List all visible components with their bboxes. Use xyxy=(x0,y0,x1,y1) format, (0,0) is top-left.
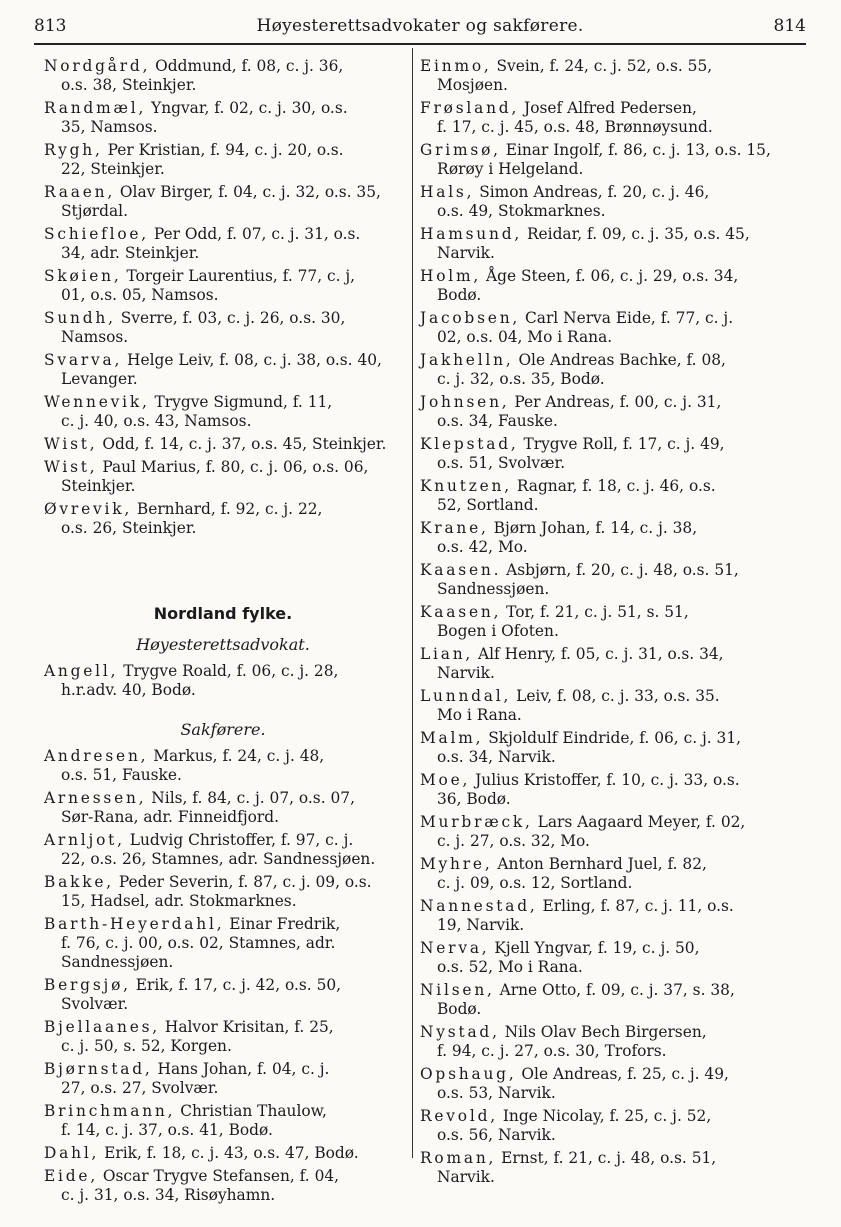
lawyer-entry xyxy=(420,141,778,179)
entry-continuation: 27, o.s. 27, Svolvær. xyxy=(61,1079,219,1097)
lawyer-entry xyxy=(44,915,402,972)
lawyer-entry xyxy=(44,183,402,221)
entry-details: Bernhard, f. 92, c. j. 22, xyxy=(132,500,323,518)
surname: Holm, xyxy=(420,267,482,285)
entry-details: Trygve Roald, f. 06, c. j. 28, xyxy=(118,662,339,680)
entry-continuation: Narvik. xyxy=(437,1168,495,1186)
surname: Bjørnstad, xyxy=(44,1060,153,1078)
surname: Wennevik, xyxy=(44,393,150,411)
lawyer-entry xyxy=(420,897,778,935)
lawyer-entry xyxy=(44,831,402,869)
lawyer-entry xyxy=(44,1018,402,1056)
entry-continuation: f. 76, c. j. 00, o.s. 02, Stamnes, adr. Sandnessjøen. xyxy=(61,934,336,971)
surname: Klepstad, xyxy=(420,435,519,453)
header-rule xyxy=(34,43,806,45)
entry-continuation: Svolvær. xyxy=(61,995,129,1013)
entry-continuation: 01, o.s. 05, Namsos. xyxy=(61,286,219,304)
surname: Roman, xyxy=(420,1149,497,1167)
surname: Skøien, xyxy=(44,267,122,285)
surname: Nerva, xyxy=(420,939,490,957)
lawyer-entry xyxy=(420,981,778,1019)
entry-details: Helge Leiv, f. 08, c. j. 38, o.s. 40, xyxy=(122,351,382,369)
entry-details: Sverre, f. 03, c. j. 26, o.s. 30, xyxy=(115,309,346,327)
entry-details: Kjell Yngvar, f. 19, c. j. 50, xyxy=(489,939,700,957)
entry-details: Ole Andreas Bachke, f. 08, xyxy=(513,351,726,369)
surname: Eide, xyxy=(44,1167,99,1185)
lawyer-entry xyxy=(420,57,778,95)
entry-continuation: Stjørdal. xyxy=(61,202,128,220)
entry-details: Oddmund, f. 08, c. j. 36, xyxy=(150,57,344,75)
surname: Angell, xyxy=(44,662,119,680)
lawyer-entry xyxy=(420,183,778,221)
entry-details: Simon Andreas, f. 20, c. j. 46, xyxy=(474,183,710,201)
surname: Revold, xyxy=(420,1107,498,1125)
lawyer-entry xyxy=(44,435,402,454)
entry-details: Per Kristian, f. 94, c. j. 20, o.s. xyxy=(102,141,344,159)
entry-continuation: Bogen i Ofoten. xyxy=(437,622,559,640)
entry-continuation: 22, o.s. 26, Stamnes, adr. Sandnessjøen. xyxy=(61,850,376,868)
right-column xyxy=(420,57,778,1191)
entry-details: Christian Thaulow, xyxy=(175,1102,327,1120)
entry-details: Per Odd, f. 07, c. j. 31, o.s. xyxy=(149,225,361,243)
lawyer-entry xyxy=(44,1167,402,1205)
entry-continuation: o.s. 51, Svolvær. xyxy=(437,454,566,472)
lawyer-entry xyxy=(420,225,778,263)
surname: Barth-Heyerdahl, xyxy=(44,915,225,933)
entry-continuation: o.s. 56, Narvik. xyxy=(437,1126,556,1144)
entry-details: Carl Nerva Eide, f. 77, c. j. xyxy=(520,309,734,327)
lawyer-entry xyxy=(44,309,402,347)
entry-continuation: o.s. 34, Narvik. xyxy=(437,748,556,766)
lawyer-entry xyxy=(44,873,402,911)
surname: Knutzen, xyxy=(420,477,512,495)
surname: Jacobsen, xyxy=(420,309,521,327)
entry-details: Oscar Trygve Stefansen, f. 04, xyxy=(98,1167,340,1185)
surname: Raaen, xyxy=(44,183,116,201)
lawyer-entry xyxy=(420,729,778,767)
lawyer-entry xyxy=(44,1144,402,1163)
lawyer-entry xyxy=(44,976,402,1014)
page-header xyxy=(34,16,806,38)
surname: Myhre, xyxy=(420,855,493,873)
entry-details: Inge Nicolay, f. 25, c. j. 52, xyxy=(497,1107,712,1125)
entry-continuation: Namsos. xyxy=(61,328,129,346)
trondelag-entries xyxy=(44,57,402,538)
entry-continuation: f. 94, c. j. 27, o.s. 30, Trofors. xyxy=(437,1042,667,1060)
entry-continuation: Rørøy i Helgeland. xyxy=(437,160,584,178)
surname: Hamsund, xyxy=(420,225,523,243)
surname: Frøsland, xyxy=(420,99,520,117)
solicitor-heading: Sakførere. xyxy=(180,720,266,739)
surname: Wist, xyxy=(44,435,98,453)
lawyer-entry xyxy=(420,687,778,725)
entry-details: Nils, f. 84, c. j. 07, o.s. 07, xyxy=(146,789,355,807)
entry-details: Erling, f. 87, c. j. 11, o.s. xyxy=(537,897,734,915)
surname: Nannestad, xyxy=(420,897,538,915)
running-title: Høyesterettsadvokater og sakførere. xyxy=(256,16,584,36)
advocate-heading: Høyesterettsadvokat. xyxy=(136,635,310,654)
entry-continuation: Sandnessjøen. xyxy=(437,580,550,598)
entry-details: Asbjørn, f. 20, c. j. 48, o.s. 51, xyxy=(501,561,739,579)
lawyer-entry xyxy=(44,57,402,95)
surname: Bergsjø, xyxy=(44,976,131,994)
entry-continuation: 15, Hadsel, adr. Stokmarknes. xyxy=(61,892,297,910)
surname: Schiefloe, xyxy=(44,225,149,243)
entry-continuation: 52, Sortland. xyxy=(437,496,539,514)
entry-details: Einar Fredrik, xyxy=(224,915,341,933)
entry-details: Hans Johan, f. 04, c. j. xyxy=(152,1060,330,1078)
entry-continuation: 36, Bodø. xyxy=(437,790,511,808)
lawyer-entry xyxy=(420,771,778,809)
entry-details: Reidar, f. 09, c. j. 35, o.s. 45, xyxy=(522,225,750,243)
lawyer-entry xyxy=(420,1107,778,1145)
lawyer-entry xyxy=(420,1023,778,1061)
entry-continuation: c. j. 31, o.s. 34, Risøyhamn. xyxy=(61,1186,276,1204)
entry-continuation: Narvik. xyxy=(437,244,495,262)
lawyer-entry xyxy=(44,225,402,263)
entry-details: Trygve Roll, f. 17, c. j. 49, xyxy=(518,435,725,453)
surname: Sundh, xyxy=(44,309,116,327)
entry-continuation: o.s. 53, Narvik. xyxy=(437,1084,556,1102)
surname: Arnljot, xyxy=(44,831,125,849)
surname: Hals, xyxy=(420,183,475,201)
surname: Bjellaanes, xyxy=(44,1018,160,1036)
entry-details: Julius Kristoffer, f. 10, c. j. 33, o.s. xyxy=(470,771,740,789)
surname: Malm, xyxy=(420,729,484,747)
surname: Andresen, xyxy=(44,747,149,765)
surname: Nystad, xyxy=(420,1023,500,1041)
advocate-entries xyxy=(44,662,402,700)
lawyer-entry xyxy=(420,393,778,431)
surname: Bakke, xyxy=(44,873,114,891)
surname: Lian, xyxy=(420,645,474,663)
lawyer-entry xyxy=(44,1060,402,1098)
entry-details: Einar Ingolf, f. 86, c. j. 13, o.s. 15, xyxy=(500,141,771,159)
lawyer-entry xyxy=(44,500,402,538)
lawyer-entry xyxy=(420,351,778,389)
lawyer-entry xyxy=(44,662,402,700)
lawyer-entry xyxy=(420,855,778,893)
lawyer-entry xyxy=(44,141,402,179)
entry-details: Yngvar, f. 02, c. j. 30, o.s. xyxy=(146,99,348,117)
solicitor-entries-continued xyxy=(420,57,778,1187)
lawyer-entry xyxy=(420,1149,778,1187)
entry-details: Arne Otto, f. 09, c. j. 37, s. 38, xyxy=(494,981,735,999)
county-heading: Nordland fylke. xyxy=(153,604,293,623)
entry-details: Erik, f. 18, c. j. 43, o.s. 47, Bodø. xyxy=(99,1144,359,1162)
lawyer-entry xyxy=(420,1065,778,1103)
surname: Jakhelln, xyxy=(420,351,514,369)
entry-details: Anton Bernhard Juel, f. 82, xyxy=(492,855,707,873)
surname: Johnsen, xyxy=(420,393,510,411)
entry-continuation: Steinkjer. xyxy=(61,477,136,495)
entry-details: Skjoldulf Eindride, f. 06, c. j. 31, xyxy=(483,729,742,747)
lawyer-entry xyxy=(420,519,778,557)
entry-details: Odd, f. 14, c. j. 37, o.s. 45, Steinkjer. xyxy=(97,435,387,453)
entry-continuation: f. 14, c. j. 37, o.s. 41, Bodø. xyxy=(61,1121,273,1139)
lawyer-entry xyxy=(44,393,402,431)
surname: Kaasen. xyxy=(420,561,502,579)
entry-details: Markus, f. 24, c. j. 48, xyxy=(148,747,325,765)
page-number-left: 813 xyxy=(34,16,67,36)
surname: Moe, xyxy=(420,771,471,789)
entry-details: Halvor Krisitan, f. 25, xyxy=(160,1018,334,1036)
entry-continuation: o.s. 51, Fauske. xyxy=(61,766,182,784)
surname: Einmo, xyxy=(420,57,492,75)
entry-details: Ludvig Christoffer, f. 97, c. j. xyxy=(124,831,354,849)
lawyer-entry xyxy=(420,477,778,515)
lawyer-entry xyxy=(44,1102,402,1140)
entry-continuation: o.s. 38, Steinkjer. xyxy=(61,76,197,94)
surname: Grimsø, xyxy=(420,141,501,159)
surname: Opshaug, xyxy=(420,1065,517,1083)
lawyer-entry xyxy=(44,267,402,305)
entry-details: Torgeir Laurentius, f. 77, c. j, xyxy=(121,267,356,285)
entry-details: Ragnar, f. 18, c. j. 46, o.s. xyxy=(511,477,716,495)
entry-details: Ernst, f. 21, c. j. 48, o.s. 51, xyxy=(496,1149,717,1167)
entry-details: Nils Olav Bech Birgersen, xyxy=(499,1023,707,1041)
entry-details: Per Andreas, f. 00, c. j. 31, xyxy=(509,393,722,411)
entry-continuation: 35, Namsos. xyxy=(61,118,158,136)
lawyer-entry xyxy=(420,267,778,305)
surname: Krane, xyxy=(420,519,489,537)
entry-continuation: 02, o.s. 04, Mo i Rana. xyxy=(437,328,613,346)
solicitor-entries xyxy=(44,747,402,1205)
entry-continuation: Mo i Rana. xyxy=(437,706,522,724)
column-divider xyxy=(412,48,413,1158)
entry-continuation: Sør-Rana, adr. Finneidfjord. xyxy=(61,808,279,826)
entry-continuation: f. 17, c. j. 45, o.s. 48, Brønnøysund. xyxy=(437,118,713,136)
entry-continuation: o.s. 34, Fauske. xyxy=(437,412,558,430)
lawyer-entry xyxy=(44,458,402,496)
left-column xyxy=(44,57,402,1209)
entry-continuation: Bodø. xyxy=(437,286,482,304)
entry-continuation: o.s. 49, Stokmarknes. xyxy=(437,202,606,220)
lawyer-entry xyxy=(44,99,402,137)
entry-continuation: Levanger. xyxy=(61,370,138,388)
surname: Nilsen, xyxy=(420,981,495,999)
surname: Svarva, xyxy=(44,351,123,369)
entry-details: Paul Marius, f. 80, c. j. 06, o.s. 06, xyxy=(97,458,369,476)
entry-details: Lars Aagaard Meyer, f. 02, xyxy=(532,813,746,831)
entry-details: Tor, f. 21, c. j. 51, s. 51, xyxy=(501,603,689,621)
entry-details: Ole Andreas, f. 25, c. j. 49, xyxy=(516,1065,729,1083)
lawyer-entry xyxy=(420,603,778,641)
entry-continuation: c. j. 40, o.s. 43, Namsos. xyxy=(61,412,252,430)
entry-continuation: c. j. 32, o.s. 35, Bodø. xyxy=(437,370,605,388)
lawyer-entry xyxy=(420,435,778,473)
lawyer-entry xyxy=(420,939,778,977)
entry-continuation: 22, Steinkjer. xyxy=(61,160,165,178)
entry-continuation: o.s. 42, Mo. xyxy=(437,538,528,556)
lawyer-entry xyxy=(44,747,402,785)
surname: Lunndal, xyxy=(420,687,512,705)
surname: Murbræck, xyxy=(420,813,533,831)
surname: Wist, xyxy=(44,458,98,476)
entry-details: Peder Severin, f. 87, c. j. 09, o.s. xyxy=(113,873,372,891)
lawyer-entry xyxy=(44,351,402,389)
entry-continuation: Mosjøen. xyxy=(437,76,508,94)
surname: Rygh, xyxy=(44,141,103,159)
lawyer-entry xyxy=(44,789,402,827)
surname: Randmæl, xyxy=(44,99,147,117)
entry-details: Josef Alfred Pedersen, xyxy=(519,99,697,117)
surname: Kaasen, xyxy=(420,603,502,621)
entry-details: Olav Birger, f. 04, c. j. 32, o.s. 35, xyxy=(115,183,381,201)
entry-continuation: Narvik. xyxy=(437,664,495,682)
entry-details: Trygve Sigmund, f. 11, xyxy=(149,393,333,411)
lawyer-entry xyxy=(420,309,778,347)
entry-continuation: o.s. 26, Steinkjer. xyxy=(61,519,197,537)
entry-continuation: 34, adr. Steinkjer. xyxy=(61,244,200,262)
entry-continuation: Bodø. xyxy=(437,1000,482,1018)
surname: Nordgård, xyxy=(44,57,151,75)
entry-details: Leiv, f. 08, c. j. 33, o.s. 35. xyxy=(511,687,720,705)
entry-details: Åge Steen, f. 06, c. j. 29, o.s. 34, xyxy=(481,267,739,285)
lawyer-entry xyxy=(420,645,778,683)
entry-continuation: c. j. 50, s. 52, Korgen. xyxy=(61,1037,232,1055)
entry-continuation: o.s. 52, Mo i Rana. xyxy=(437,958,583,976)
lawyer-entry xyxy=(420,99,778,137)
entry-continuation: 19, Narvik. xyxy=(437,916,525,934)
page-number-right: 814 xyxy=(773,16,806,36)
entry-continuation: c. j. 09, o.s. 12, Sortland. xyxy=(437,874,633,892)
surname: Arnessen, xyxy=(44,789,147,807)
surname: Øvrevik, xyxy=(44,500,133,518)
entry-continuation: c. j. 27, o.s. 32, Mo. xyxy=(437,832,590,850)
lawyer-entry xyxy=(420,561,778,599)
surname: Brinchmann, xyxy=(44,1102,176,1120)
entry-details: Alf Henry, f. 05, c. j. 31, o.s. 34, xyxy=(473,645,724,663)
entry-details: Erik, f. 17, c. j. 42, o.s. 50, xyxy=(130,976,342,994)
lawyer-entry xyxy=(420,813,778,851)
entry-details: Svein, f. 24, c. j. 52, o.s. 55, xyxy=(491,57,713,75)
surname: Dahl, xyxy=(44,1144,100,1162)
entry-continuation: h.r.adv. 40, Bodø. xyxy=(61,681,196,699)
entry-details: Bjørn Johan, f. 14, c. j. 38, xyxy=(488,519,698,537)
